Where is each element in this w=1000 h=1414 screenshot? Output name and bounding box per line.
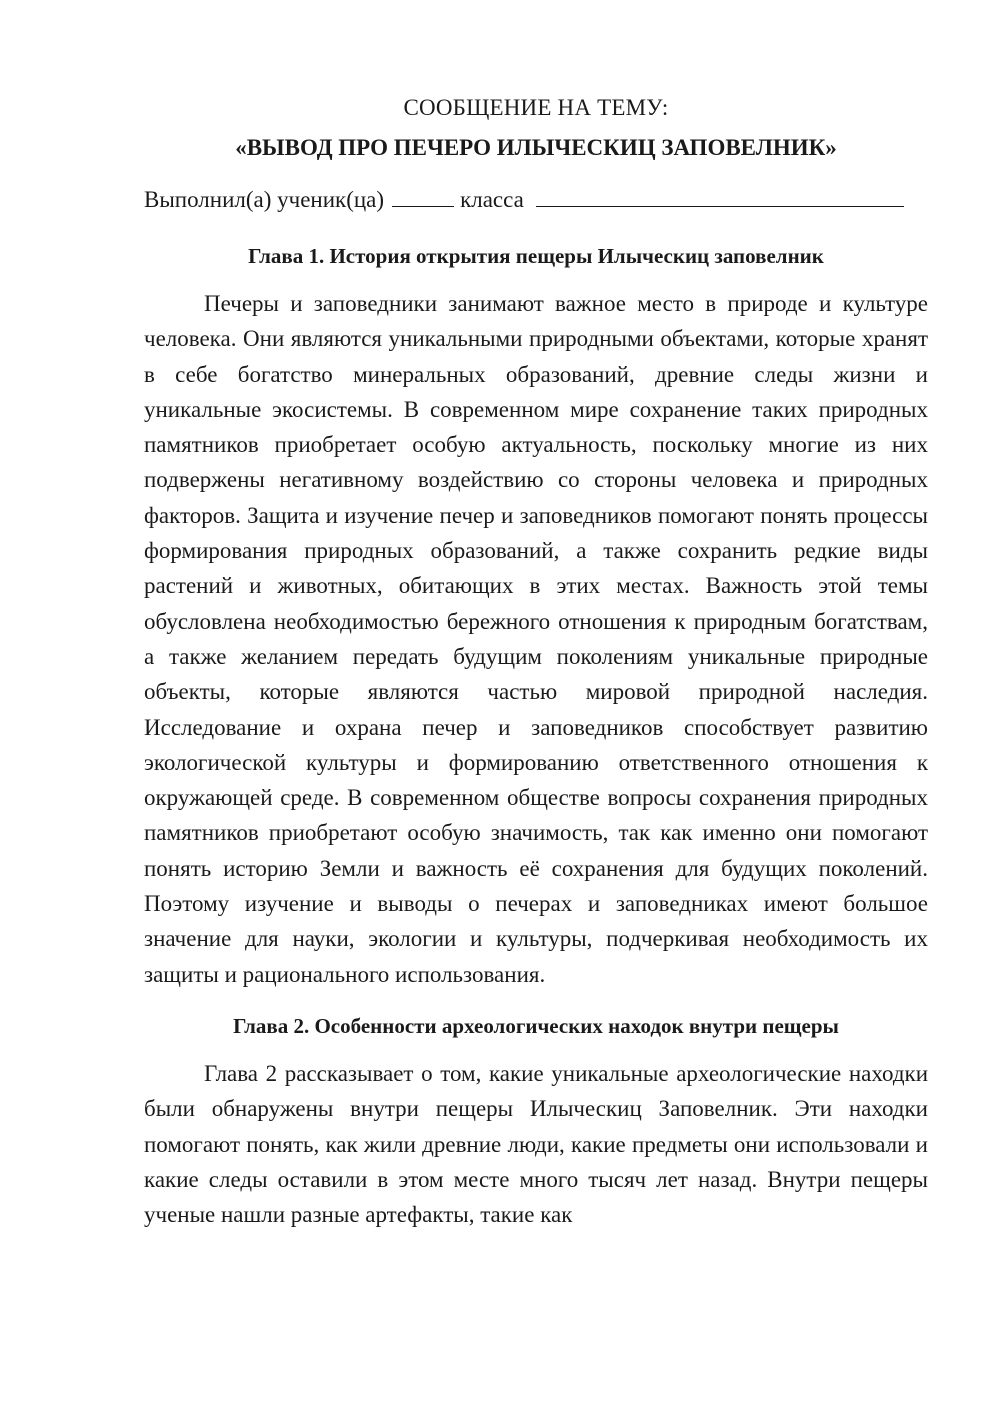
chapter-2-title: Глава 2. Особенности археологических находок внутри пещеры [233, 1013, 839, 1038]
author-prefix: Выполнил(а) ученик(ца) [144, 187, 385, 212]
chapter-1-paragraph: Печеры и заповедники занимают важное место в природе и культуре человека. Они являются уникальными природными объектами, которые хранят в себе богатство минеральных образований, древние следы жизни и уникальные экосистемы. В современном мире сохранение таких природных памятников приобретает особую актуальность, поскольку многие из них подвержены негативному воздействию со стороны человека и природных факторов. Защита и изучение печер и заповедников помогают понять процессы формирования природных образований, а также сохранить редкие виды растений и животных, обитающих в этих местах. Важность этой темы обусловлена необходимостью бережного отношения к природным богатствам, а также желанием передать будущим поколениям уникальные природные объекты, которые являются частью мировой природной наследия. Исследование и охрана печер и заповедников способствует развитию экологической культуры и формированию ответственного отношения к окружающей среде. В современном обществе вопросы сохранения природных памятников приобретают особую значимость, так как именно они помогают понять историю Земли и важность её сохранения для будущих поколений. Поэтому изучение и выводы о печерах и заповедниках имеют большое значение для науки, экологии и культуры, подчеркивая необходимость их защиты и рационального использования. [144, 291, 928, 987]
document-kicker: СООБЩЕНИЕ НА ТЕМУ: [403, 95, 669, 120]
class-word: класса [460, 187, 524, 212]
name-blank [536, 186, 904, 207]
grade-blank [392, 186, 454, 207]
chapter-2-paragraph: Глава 2 рассказывает о том, какие уникальные археологические находки были обнаружены внутри пещеры Илыческиц Заповелник. Эти находки помогают понять, как жили древние люди, какие предметы они использовали и какие следы оставили в этом месте много тысяч лет назад. Внутри пещеры ученые нашли разные артефакты, такие как [144, 1060, 928, 1228]
page-content [144, 90, 928, 1232]
document-title: «ВЫВОД ПРО ПЕЧЕРО ИЛЫЧЕСКИЦ ЗАПОВЕЛНИК» [235, 135, 837, 160]
author-line [144, 182, 928, 218]
chapter-1-title: Глава 1. История открытия пещеры Илыческиц заповелник [248, 244, 824, 268]
